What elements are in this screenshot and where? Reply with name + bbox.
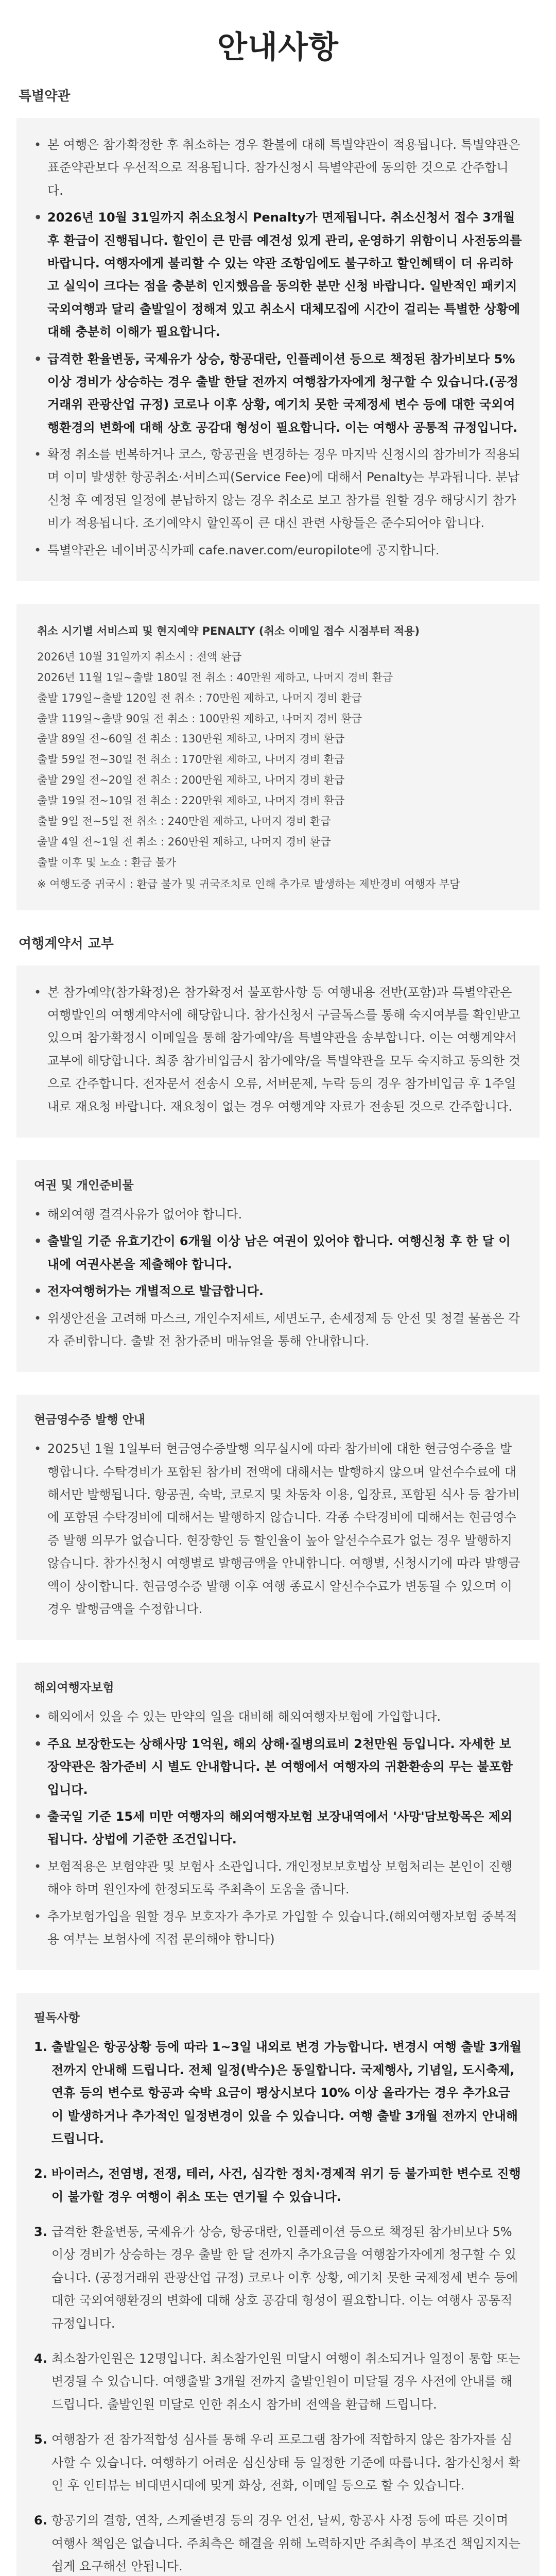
numbered-item [34,2221,522,2335]
list-item: • 위생안전을 고려해 마스크, 개인수저세트, 세면도구, 손세정제 등 안전 및 청결 물품은 각자 준비합니다. 출발 전 참가준비 매뉴얼을 통해 안내합니다. [34,1307,522,1353]
penalty-card [16,604,540,910]
penalty-note: ※ 여행도중 귀국시 : 환급 불가 및 귀국조치로 인해 추가로 발생하는 제반경비 여행자 부담 [37,877,460,890]
required-title: 필독사항 [34,2011,80,2025]
list-item: • 출발일 기준 유효기간이 6개월 이상 남은 여권이 있어야 합니다. 여행신청 후 한 달 이내에 여권사본을 제출해야 합니다. [34,1230,522,1276]
item-number: 6. [34,2513,47,2528]
list-item: • 특별약관은 네이버공식카페 cafe.naver.com/europilote에 공지합니다. [34,539,522,562]
numbered-item [34,2036,522,2150]
page-title: 안내사항 [217,29,339,65]
list-item: • 출국일 기준 15세 미만 여행자의 해외여행자보험 보장내역에서 '사망'담보항목은 제외됩니다. 상법에 기준한 조건입니다. [34,1805,522,1851]
penalty-header: 취소 시기별 서비스피 및 현지예약 PENALTY (취소 이메일 접수 시점부터 적용) [37,625,420,638]
list-item: • 보험적용은 보험약관 및 보험사 소관입니다. 개인정보보호법상 보험처리는 본인이 진행해야 하며 원인자에 한정되도록 주최측이 도움을 줍니다. [34,1855,522,1901]
item-text: 출발일은 항공상황 등에 따라 1~3일 내외로 변경 가능합니다. 변경시 여행 출발 3개월 전까지 안내해 드립니다. 전체 일정(박수)은 동일합니다. 국제행사, 기념일, 도시축제, 연휴 등의 변수로 항공과 숙박 요금이 평상시보다 10% 이상 올라가는 경우 추가요금이 발생하거나 추가적인 일정변경이 있을 수 있습니다. 여행 출발 3개월 전까지 안내해 드립니다. [51,2040,522,2146]
special-terms-card [16,118,540,581]
penalty-row: 출발 29일 전~20일 전 취소 : 200만원 제하고, 나머지 경비 환급 [37,774,345,787]
receipt-card [16,1395,540,1640]
list-item: • 급격한 환율변동, 국제유가 상승, 항공대란, 인플레이션 등으로 책정된 참가비보다 5% 이상 경비가 상승하는 경우 출발 한달 전까지 여행참가자에게 청구할 수 있습니다.(공정거래위 관광산업 규정) 코로나 이후 상황, 예기치 못한 국제정세 변수 등에 대한 국외여행환경의 변화에 대해 상호 공감대 형성이 필요합니다. 이는 여행사 공통적 규정입니다. [34,348,522,439]
list-item: • 해외여행 결격사유가 없어야 합니다. [34,1203,522,1226]
list-item: • 추가보험가입을 원할 경우 보호자가 추가로 가입할 수 있습니다.(해외여행자보험 중복적용 여부는 보험사에 직접 문의해야 합니다) [34,1905,522,1951]
penalty-row: 출발 89일 전~60일 전 취소 : 130만원 제하고, 나머지 경비 환급 [37,733,345,745]
insurance-section [0,1663,556,1970]
numbered-item [34,2347,522,2416]
list-item: • 2026년 10월 31일까지 취소요청시 Penalty가 면제됩니다. 취소신청서 접수 3개월 후 환급이 진행됩니다. 할인이 큰 만큼 예견성 있게 관리, 운영하기 위함이니 사전동의를 바랍니다. 여행자에게 불리할 수 있는 약관 조항임에도 불구하고 할인혜택이 더 유리하고 실익이 크다는 점을 충분히 인지했음을 동의한 분만 신청 바랍니다. 일반적인 패키지 국외여행과 달리 출발일이 정해져 있고 취소시 대체모집에 시간이 걸리는 특별한 상황에 대해 충분히 이해가 필요합니다. [34,206,522,343]
penalty-row: 2026년 11월 1일~출발 180일 전 취소 : 40만원 제하고, 나머지 경비 환급 [37,671,393,684]
item-number: 5. [34,2432,47,2447]
penalty-row: 2026년 10월 31일까지 취소시 : 전액 환급 [37,650,242,663]
list-item: • 본 여행은 참가확정한 후 취소하는 경우 환불에 대해 특별약관이 적용됩니다. 특별약관은 표준약관보다 우선적으로 적용됩니다. 참가신청시 특별약관에 동의한 것으로 간주합니다. [34,133,522,202]
item-number: 1. [34,2040,47,2055]
list-item: • 주요 보장한도는 상해사망 1억원, 해외 상해·질병의료비 2천만원 등입니다. 자세한 보장약관은 참가준비 시 별도 안내합니다. 본 여행에서 여행자의 귀환환송의 무는 불포함입니다. [34,1733,522,1801]
special-terms-section [0,86,556,581]
penalty-row: 출발 이후 및 노쇼 : 환급 불가 [37,856,177,869]
numbered-item [34,2428,522,2497]
contract-title: 여행계약서 교부 [19,936,114,952]
insurance-title: 해외여행자보험 [34,1681,114,1695]
item-text: 급격한 환율변동, 국제유가 상승, 항공대란, 인플레이션 등으로 책정된 참가비보다 5% 이상 경비가 상승하는 경우 출발 한 달 전까지 추가요금을 여행참가자에게 청구할 수 있습니다. (공정거래위 관광산업 규정) 코로나 이후 상황, 예기치 못한 국제정세 변수 등에 대한 국외여행환경의 변화에 대해 상호 공감대 형성이 필요합니다. 이는 여행사 공통적 규정입니다. [51,2225,518,2331]
list-item: • 확정 취소를 번복하거나 코스, 항공권을 변경하는 경우 마지막 신청시의 참가비가 적용되며 이미 발생한 항공취소·서비스피(Service Fee)에 대해서 Penalty는 부과됩니다. 분납신청 후 예정된 일정에 분납하지 않는 경우 취소로 보고 참가를 원할 경우 해당시기 참가비가 적용됩니다. 조기예약시 할인폭이 큰 대신 관련 사항들은 준수되어야 합니다. [34,443,522,535]
penalty-row: 출발 119일~출발 90일 전 취소 : 100만원 제하고, 나머지 경비 환급 [37,712,362,725]
item-text: 바이러스, 전염병, 전쟁, 테러, 사건, 심각한 정치·경제적 위기 등 불가피한 변수로 진행이 불가할 경우 여행이 취소 또는 연기될 수 있습니다. [51,2166,521,2204]
numbered-item [34,2162,522,2208]
special-terms-title: 특별약관 [19,89,71,104]
penalty-row: 출발 179일~출발 120일 전 취소 : 70만원 제하고, 나머지 경비 환급 [37,691,362,704]
list-item: • 해외에서 있을 수 있는 만약의 일을 대비해 해외여행자보험에 가입합니다. [34,1705,522,1728]
item-text: 최소참가인원은 12명입니다. 최소참가인원 미달시 여행이 취소되거나 일정이 통합 또는 변경될 수 있습니다. 여행출발 3개월 전까지 출발인원이 미달될 경우 사전에 안내를 해드립니다. 출발인원 미달로 인한 취소시 참가비 전액을 환급해 드립니다. [51,2351,520,2412]
penalty-row: 출발 59일 전~30일 전 취소 : 170만원 제하고, 나머지 경비 환급 [37,753,345,766]
item-text: 여행참가 전 참가적합성 심사를 통해 우리 프로그램 참가에 적합하지 않은 참가자를 심사할 수 있습니다. 여행하기 어려운 심신상태 등 일정한 기준에 따릅니다. 참가신청서 확인 후 인터뷰는 비대면시대에 맞게 화상, 전화, 이메일 등으로 할 수 있습니다. [51,2432,520,2493]
penalty-section [0,604,556,910]
required-section [0,1993,556,2576]
item-number: 2. [34,2166,47,2181]
item-text: 항공기의 결항, 연착, 스케줄변경 등의 경우 언전, 날씨, 항공사 사정 등에 따른 것이며 여행사 책임은 없습니다. 주최측은 해결을 위해 노력하지만 주최측이 부조건 책임지지는 쉽게 요구해선 안됩니다. [51,2513,520,2574]
numbered-item [34,2509,522,2576]
passport-section [0,1160,556,1372]
list-item: • 본 참가예약(참가확정)은 참가확정서 불포함사항 등 여행내용 전반(포함)과 특별약관은 여행발인의 여행계약서에 해당합니다. 참가신청서 구글독스를 통해 숙지여부를 확인받고 있으며 참가확정시 이메일을 통해 참가예약/을 특별약관을 송부합니다. 이는 여행계약서 교부에 해당합니다. 최종 참가비입금시 참가예약/을 특별약관을 모두 숙지하고 동의한 것으로 간주합니다. 전자문서 전송시 오류, 서버문제, 누락 등의 경우 참가비입금 후 1주일 내로 재요청 바랍니다. 재요청이 없는 경우 여행계약 자료가 전송된 것으로 간주합니다. [34,981,522,1118]
list-item: • 2025년 1월 1일부터 현금영수증발행 의무실시에 따라 참가비에 대한 현금영수증을 발행합니다. 수탁경비가 포함된 참가비 전액에 대해서는 발행하지 않으며 알선수수료에 대해서만 발행됩니다. 항공권, 숙박, 코로지 및 차동차 이용, 입장료, 포함된 식사 등 참가비에 포함된 수탁경비에 대해서는 발행하지 않습니다. 각종 수탁경비에 대해서는 현금영수증 발행 의무가 없습니다. 현장향인 등 할인율이 높아 알선수수료가 없는 경우 발행하지 않습니다. 참가신청시 여행별로 발행금액을 안내합니다. 여행별, 신청시기에 따라 발행금액이 상이합니다. 현금영수증 발행 이후 여행 종료시 알선수수료가 변동될 수 있으며 이 경우 발행금액을 수정합니다. [34,1437,522,1620]
contract-section [0,933,556,1138]
passport-title: 여권 및 개인준비물 [34,1178,134,1192]
list-item: • 전자여행허가는 개별적으로 발급합니다. [34,1280,522,1302]
receipt-title: 현금영수증 발행 안내 [34,1413,145,1427]
insurance-card [16,1663,540,1970]
penalty-row: 출발 9일 전~5일 전 취소 : 240만원 제하고, 나머지 경비 환급 [37,815,331,828]
item-number: 3. [34,2225,47,2240]
receipt-section [0,1395,556,1640]
penalty-row: 출발 19일 전~10일 전 취소 : 220만원 제하고, 나머지 경비 환급 [37,794,345,807]
contract-card [16,965,540,1138]
passport-card [16,1160,540,1372]
item-number: 4. [34,2351,47,2366]
required-card [16,1993,540,2576]
penalty-row: 출발 4일 전~1일 전 취소 : 260만원 제하고, 나머지 경비 환급 [37,835,331,848]
